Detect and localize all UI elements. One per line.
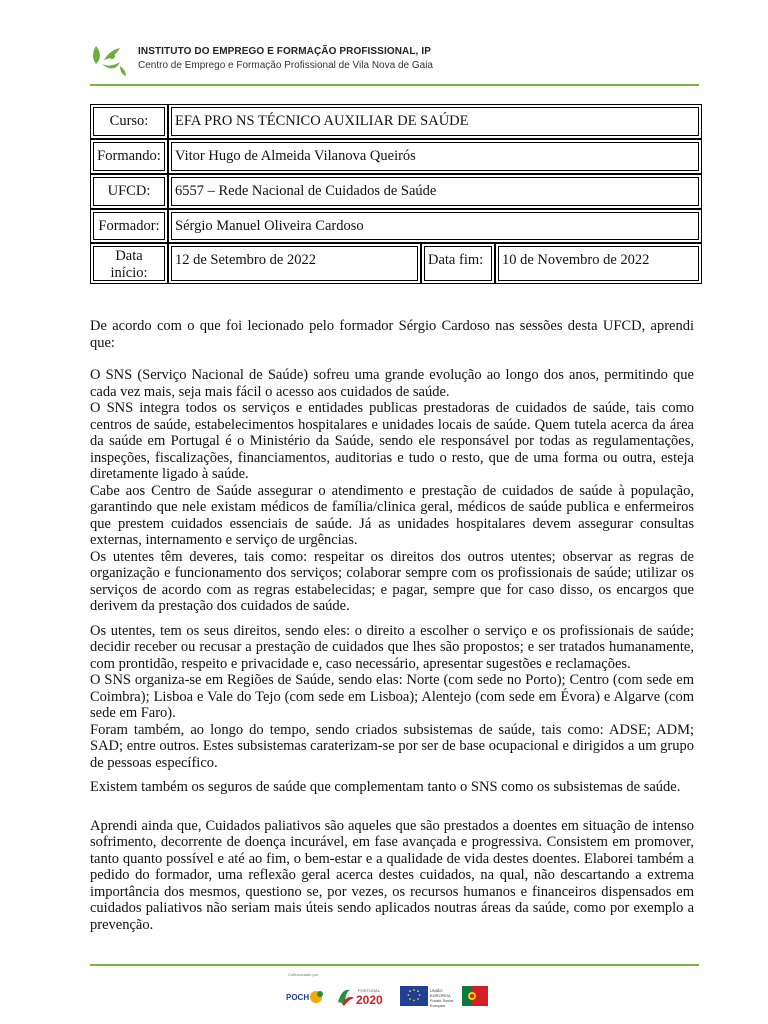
document-header <box>90 38 710 78</box>
course-info-table <box>90 104 702 284</box>
data-fim-value: 10 de Novembro de 2022 <box>495 243 702 284</box>
poch-text: POCH <box>286 993 310 1002</box>
paragraph-palliative-care: Aprendi ainda que, Cuidados paliativos são aqueles que são prestados a doentes em situação de intenso sofrimento, decorrente de doença incurável, em fase avançada e progressiva. Consistem em promover, tanto quanto possível e até ao fim, o bem-estar e a qualidade de vida destes doentes. Elaborei também a pedido do formador, uma reflexão geral acerca destes cuidados, na qual, não descartando a extrema importância dos mesmos, questiono se, por vezes, os recursos humanos e financeiros dispensados em cuidados paliativos não seriam mais úteis sendo aplicados noutras áreas da saúde, como por exemplo a prevenção. <box>90 817 694 933</box>
cofinanciado-label: Cofinanciado por <box>288 972 319 977</box>
portugal2020-logo-icon <box>336 984 392 1008</box>
ufcd-label: UFCD: <box>90 174 168 209</box>
ufcd-value: 6557 – Rede Nacional de Cuidados de Saúde <box>168 174 702 209</box>
paragraph-insurance: Existem também os seguros de saúde que complementam tanto o SNS como os subsistemas de saúde. <box>90 779 681 795</box>
eu-fund-label: UNIÃO EUROPEIA Fundo Social Europeu <box>430 988 454 1008</box>
portugal2020-small-text: PORTUGAL <box>358 988 380 993</box>
curso-label: Curso: <box>90 104 168 139</box>
paragraph-health-centers: Cabe aos Centro de Saúde assegurar o atendimento e prestação de cuidados de saúde à população, garantindo que nele existam médicos de família/clinica geral, médicos de saúde publica e enfermeiros que prestem cuidados essenciais de saúde. Já as unidades hospitalares devem assegurar consultas externas, internamento e serviço de urgências. <box>90 482 694 548</box>
paragraph-sns-integration: O SNS integra todos os serviços e entidades publicas prestadoras de cuidados de saúde, tais como centros de saúde, estabelecimentos hospitalares e unidades locais de saúde. Quem tutela acerca da área da saúde em Portugal é o Ministério da Saúde, sendo ele responsável por todas as regulamentações, inspeções, fiscalizações, financiamentos, auditorias e tudo o resto, que de uma forma ou outra, esteja diretamente ligado à saúde. <box>90 400 694 482</box>
eu-flag-icon <box>400 986 428 1006</box>
curso-value: EFA PRO NS TÉCNICO AUXILIAR DE SAÚDE <box>168 104 702 139</box>
poch-logo-icon <box>286 985 324 1009</box>
center-name: Centro de Emprego e Formação Profissional de Vila Nova de Gaia <box>138 60 433 71</box>
data-inicio-label <box>90 243 168 284</box>
data-inicio-label-line1: Data <box>115 248 143 264</box>
data-inicio-value: 12 de Setembro de 2022 <box>168 243 421 284</box>
intro-paragraph: De acordo com o que foi lecionado pelo formador Sérgio Cardoso nas sessões desta UFCD, aprendi que: <box>90 318 694 351</box>
paragraph-health-regions: O SNS organiza-se em Regiões de Saúde, sendo elas: Norte (com sede no Porto); Centro (com sede em Coimbra); Lisboa e Vale do Tejo (com sede em Lisboa); Alentejo (com sede em Évora) e Algarve (com sede em Faro). <box>90 672 694 721</box>
portugal2020-text: 2020 <box>356 993 383 1007</box>
iefp-logo-icon <box>90 42 132 78</box>
formando-label: Formando: <box>90 139 168 174</box>
paragraph-user-duties: Os utentes têm deveres, tais como: respeitar os direitos dos outros utentes; observar as regras de organização e funcionamento dos serviços; colaborar sempre com os profissionais de saúde; utilizar os serviços de acordo com as regras estabelecidas; e pagar, sempre que for caso disso, os encargos que derivem da prestação dos cuidados de saúde. <box>90 548 694 614</box>
paragraph-user-rights: Os utentes, tem os seus direitos, sendo eles: o direito a escolher o serviço e os profissionais de saúde; decidir receber ou recusar a prestação de cuidados que lhes são propostos; e ser tratados humanamente, com prontidão, respeito e privacidade e, caso necessário, apresentar sugestões e reclamações. <box>90 622 694 672</box>
institute-name: INSTITUTO DO EMPREGO E FORMAÇÃO PROFISSIONAL, IP <box>138 46 431 57</box>
footer-divider <box>90 964 699 966</box>
document-body <box>90 318 694 933</box>
paragraph-subsystems: Foram também, ao longo do tempo, sendo criados subsistemas de saúde, tais como: ADSE; ADM; SAD; entre outros. Estes subsistemas caraterizam-se por ser de base ocupacional e dirigidos a um grupo de pessoas específico. <box>90 721 694 771</box>
formador-label: Formador: <box>90 209 168 243</box>
data-fim-label: Data fim: <box>421 243 495 284</box>
funding-footer <box>278 972 498 1012</box>
paragraph-sns-evolution: O SNS (Serviço Nacional de Saúde) sofreu uma grande evolução ao longo dos anos, permitindo que cada vez mais, seja mais fácil o acesso aos cuidados de saúde. <box>90 367 694 400</box>
formador-value: Sérgio Manuel Oliveira Cardoso <box>168 209 702 243</box>
data-inicio-label-line2: início: <box>110 265 148 281</box>
formando-value: Vitor Hugo de Almeida Vilanova Queirós <box>168 139 702 174</box>
portugal-flag-icon <box>462 986 488 1006</box>
header-divider <box>90 84 699 86</box>
